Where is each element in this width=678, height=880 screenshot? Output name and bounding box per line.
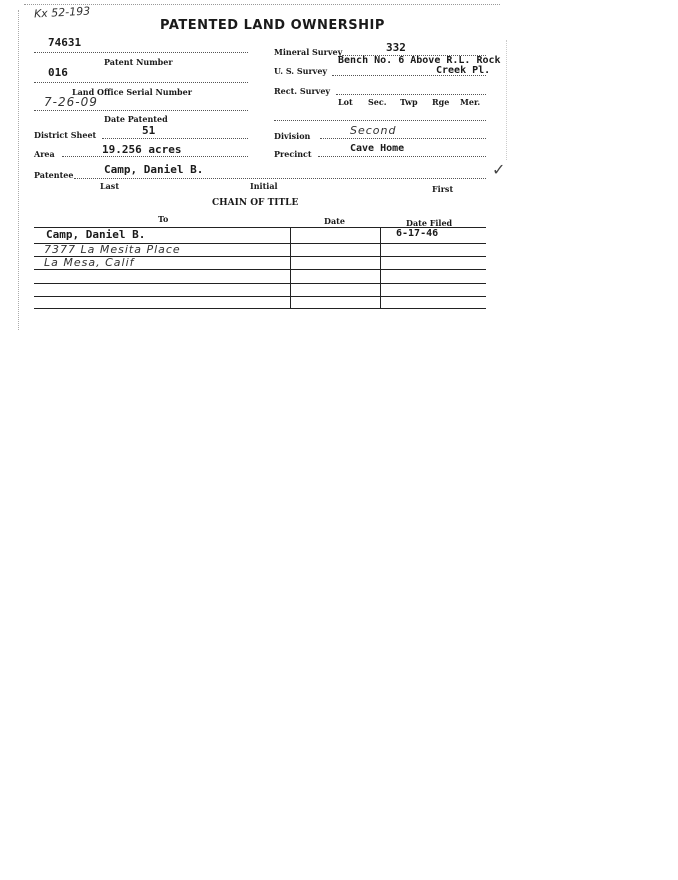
card-title: PATENTED LAND OWNERSHIP	[160, 18, 385, 33]
area-label: Area	[34, 149, 55, 159]
patentee-initial-label: Initial	[250, 181, 278, 191]
rect-col-sec: Sec.	[368, 97, 387, 107]
mineral-survey-label: Mineral Survey	[274, 47, 343, 57]
chain-row-1-filed: 6-17-46	[396, 228, 439, 239]
chain-row-rule-3	[34, 269, 486, 270]
district-sheet-value: 51	[142, 124, 156, 137]
chain-col-to: To	[158, 214, 169, 224]
card-right-edge	[506, 40, 507, 160]
chain-col-date: Date	[324, 216, 345, 226]
corner-annotation: Kx 52-193	[33, 4, 91, 21]
chain-row-2-to: 7377 La Mesita Place	[44, 243, 181, 256]
date-patented-label: Date Patented	[104, 114, 168, 124]
chain-col-filed: Date Filed	[406, 218, 453, 228]
rect-col-rge: Rge	[432, 97, 450, 107]
rect-col-twp: Twp	[400, 97, 418, 107]
chain-row-1-to: Camp, Daniel B.	[46, 228, 146, 241]
rect-col-mer: Mer.	[460, 97, 481, 107]
precinct-line	[318, 156, 486, 157]
rect-survey-line	[336, 94, 486, 95]
division-label: Division	[274, 131, 311, 141]
land-office-value: 016	[48, 66, 68, 79]
patentee-value: Camp, Daniel B.	[104, 163, 204, 176]
rect-col-lot: Lot	[338, 97, 353, 107]
patentee-first-label: First	[432, 184, 454, 194]
mineral-survey-value: 332	[386, 41, 406, 54]
precinct-value: Cave Home	[350, 143, 405, 154]
chain-row-rule-5	[34, 296, 486, 297]
area-value: 19.256 acres	[102, 143, 182, 156]
patentee-line	[74, 178, 486, 179]
rect-survey-label: Rect. Survey	[274, 86, 331, 96]
precinct-label: Precinct	[274, 149, 312, 159]
us-survey-label: U. S. Survey	[274, 66, 328, 76]
district-sheet-label: District Sheet	[34, 130, 97, 140]
division-value: Second	[350, 124, 397, 137]
district-sheet-line	[102, 138, 248, 139]
chain-row-rule-4	[34, 283, 486, 284]
card-left-edge	[18, 10, 19, 330]
chain-row-3-to: La Mesa, Calif	[44, 256, 135, 269]
patent-number-line	[34, 52, 248, 53]
patentee-label: Patentee	[34, 170, 74, 180]
card-top-edge	[24, 4, 500, 5]
us-survey-value-1: Bench No. 6 Above R.L. Rock	[338, 55, 501, 66]
division-line	[320, 138, 486, 139]
patent-number-label: Patent Number	[104, 57, 173, 67]
check-mark: ✓	[492, 160, 506, 179]
rect-survey-line-2	[274, 120, 486, 121]
land-office-label: Land Office Serial Number	[72, 87, 192, 97]
area-line	[62, 156, 248, 157]
us-survey-value-2: Creek Pl.	[436, 65, 491, 76]
chain-title: CHAIN OF TITLE	[212, 198, 299, 208]
land-office-line	[34, 82, 248, 83]
patent-number-value: 74631	[48, 36, 82, 49]
chain-row-rule-6	[34, 308, 486, 309]
date-patented-line	[34, 110, 248, 111]
date-patented-value: 7-26-09	[44, 95, 98, 109]
us-survey-line	[332, 75, 486, 76]
patentee-last-label: Last	[100, 181, 120, 191]
